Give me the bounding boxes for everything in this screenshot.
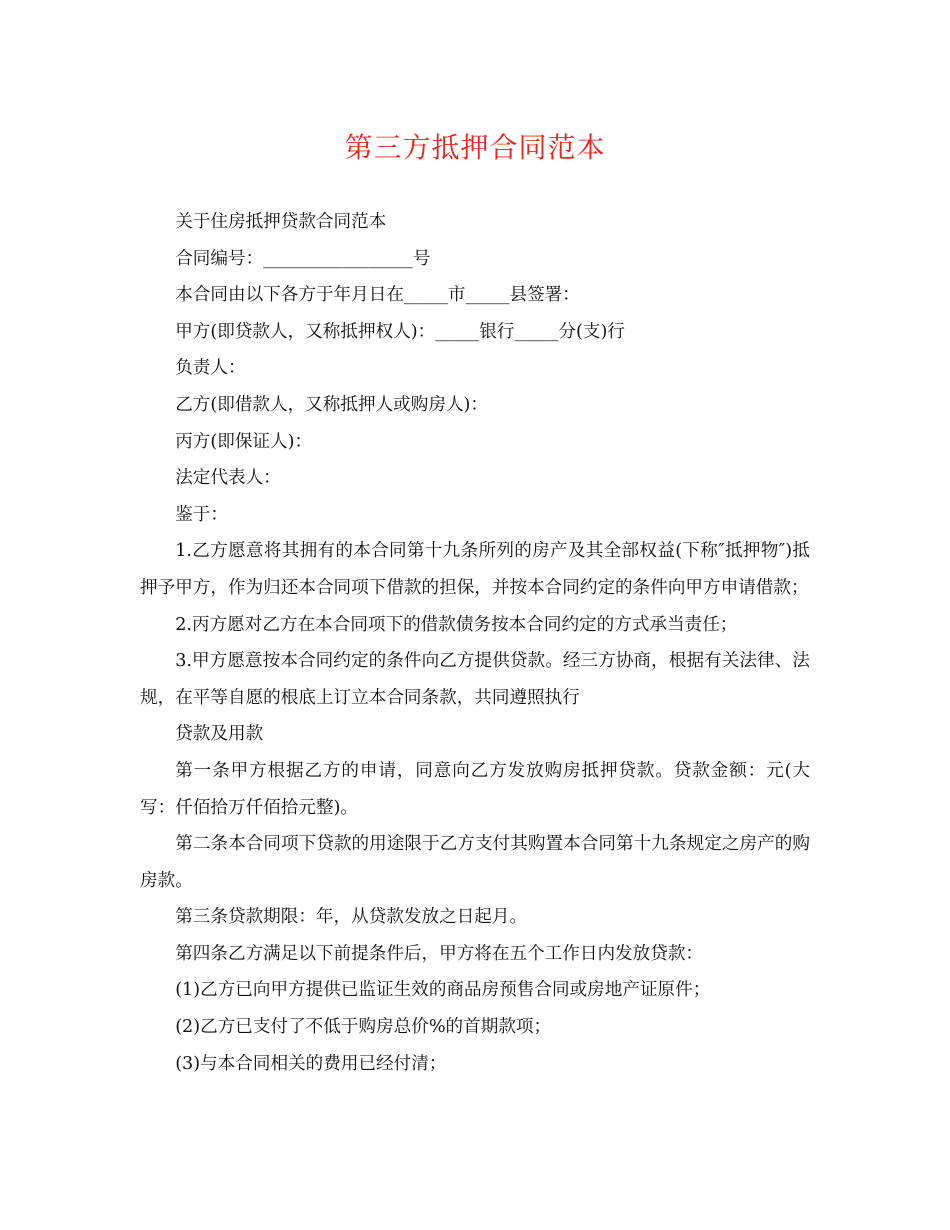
paragraph-legal-representative: 法定代表人： — [175, 468, 281, 489]
paragraph-contract-number: 合同编号：_________________号 — [175, 248, 431, 269]
article-4-item-2: (2)乙方已支付了不低于购房总价%的首期款项； — [175, 1017, 552, 1038]
article-3: 第三条贷款期限：年，从贷款发放之日起月。 — [175, 907, 528, 928]
paragraph-signing-place: 本合同由以下各方于年月日在_____市_____县签署： — [175, 285, 580, 306]
paragraph-party-b: 乙方(即借款人，又称抵押人或购房人)： — [175, 394, 489, 415]
paragraph-responsible-person: 负责人： — [175, 358, 246, 379]
paragraph-recital-2: 2.丙方愿对乙方在本合同项下的借款债务按本合同约定的方式承当责任； — [175, 614, 738, 635]
article-4-item-3: (3)与本合同相关的费用已经付清； — [175, 1053, 447, 1074]
paragraph-subtitle: 关于住房抵押贷款合同范本 — [175, 212, 387, 232]
article-4-item-1: (1)乙方已向甲方提供已监证生效的商品房预售合同或房地产证原件； — [175, 980, 711, 1001]
article-4: 第四条乙方满足以下前提条件后，甲方将在五个工作日内发放贷款： — [175, 943, 704, 964]
paragraph-party-a: 甲方(即贷款人，又称抵押权人)：_____银行_____分(支)行 — [175, 321, 625, 342]
section-heading-loan-and-use: 贷款及用款 — [175, 724, 264, 745]
article-1: 第一条甲方根据乙方的申请，同意向乙方发放购房抵押贷款。贷款金额：元(大写：仟佰拾万仟佰拾元整)。 — [140, 760, 810, 818]
paragraph-whereas: 鉴于： — [175, 504, 228, 525]
paragraph-recital-1: 1.乙方愿意将其拥有的本合同第十九条所列的房产及其全部权益(下称″抵押物″)抵押予甲方，作为归还本合同项下借款的担保，并按本合同约定的条件向甲方申请借款； — [140, 541, 810, 598]
document-title: 第三方抵押合同范本 — [344, 131, 606, 164]
article-2: 第二条本合同项下贷款的用途限于乙方支付其购置本合同第十九条规定之房产的购房款。 — [140, 834, 810, 891]
paragraph-party-c: 丙方(即保证人)： — [175, 431, 313, 452]
paragraph-recital-3: 3.甲方愿意按本合同约定的条件向乙方提供贷款。经三方协商，根据有关法律、法规，在平等自愿的根底上订立本合同条款，共同遵照执行 — [140, 651, 810, 708]
document-body — [140, 204, 810, 1082]
